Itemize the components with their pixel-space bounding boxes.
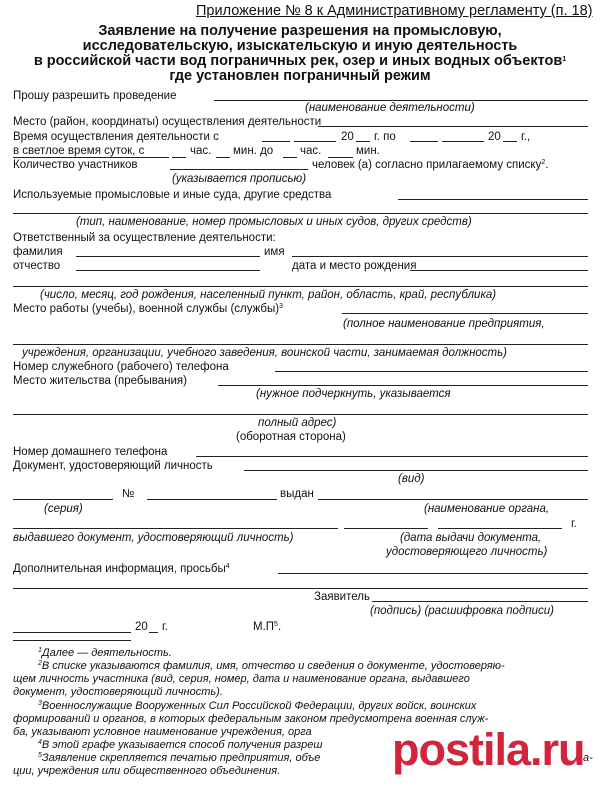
issued-by-input-line[interactable]	[318, 499, 588, 500]
applicant-label: Заявитель	[314, 591, 370, 603]
id-doc-input-line[interactable]	[244, 470, 588, 471]
footnote-1: $^1$Далее — деятельность.	[38, 647, 172, 659]
from-hour-line[interactable]	[172, 157, 186, 158]
vessels-input-line[interactable]	[398, 199, 588, 200]
work-input-line[interactable]	[342, 313, 588, 314]
request-label: Прошу разрешить проведение	[13, 90, 177, 102]
from-min-line[interactable]	[216, 157, 230, 158]
footnote-4: $^4$В этой графе указывается способ получения разреш	[38, 739, 323, 751]
appendix-reference: Приложение № 8 к Административному регламенту (п. 18)	[196, 3, 593, 19]
signature-line[interactable]	[372, 601, 588, 602]
work-phone-input-line[interactable]	[275, 371, 588, 372]
stamp-place: $М.П^5$.	[253, 621, 282, 633]
start-month-line[interactable]	[294, 141, 336, 142]
residence-input-line[interactable]	[218, 385, 588, 386]
issue-month-line[interactable]	[438, 528, 562, 529]
series-input-line[interactable]	[13, 499, 113, 500]
footnote-separator	[13, 640, 131, 641]
reverse-side-label: (оборотная сторона)	[236, 431, 346, 443]
patronymic-input-line[interactable]	[76, 270, 260, 271]
to-hour-line[interactable]	[283, 157, 297, 158]
start-day-line[interactable]	[262, 141, 290, 142]
surname-input-line[interactable]	[76, 256, 260, 257]
doc-number-input-line[interactable]	[147, 499, 277, 500]
end-day-line[interactable]	[410, 141, 438, 142]
birth-input-line[interactable]	[410, 270, 588, 271]
date-day-month-line[interactable]	[13, 632, 131, 633]
footnote-2: $^2$В списке указываются фамилия, имя, отчество и сведения о документе, удостоверяю-	[38, 660, 505, 672]
footnote-3: $^3$Военнослужащие Вооруженных Сил Российской Федерации, других войск, воинских	[38, 700, 477, 712]
issue-day-line[interactable]	[344, 528, 428, 529]
end-month-line[interactable]	[442, 141, 484, 142]
name-input-line[interactable]	[292, 256, 588, 257]
extra-info-input-line[interactable]	[278, 573, 588, 574]
watermark-logo: postila.ru	[386, 728, 600, 776]
document-title: Заявление на получение разрешения на промысловую, исследовательскую, изыскательскую и иную деятельность в российской части вод пограничных рек, озер и иных водных объектов$^1$ где установлен пограничный режим	[33, 23, 567, 84]
place-input-line[interactable]	[318, 126, 588, 127]
participants-count-line[interactable]	[170, 169, 308, 170]
footnote-5: $^5$Заявление скрепляется печатью предприятия, объе	[38, 752, 321, 764]
home-phone-input-line[interactable]	[196, 456, 588, 457]
